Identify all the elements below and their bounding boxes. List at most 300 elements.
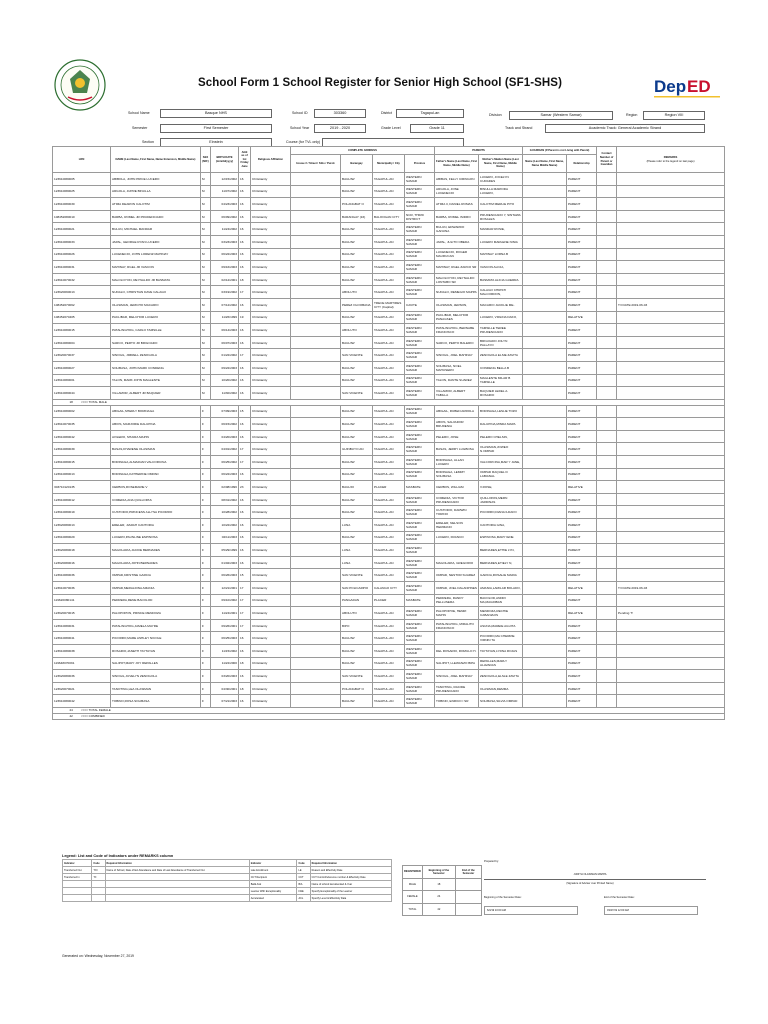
cell-contact <box>597 594 617 607</box>
cell-contact <box>597 311 617 324</box>
cell-birth: 03/19/2002 <box>211 286 239 299</box>
cell-gname <box>523 481 567 494</box>
male-learner-row <box>53 248 725 261</box>
cell-relat: PARENT <box>567 519 597 532</box>
cell-mun: BALOOGAN CITY <box>373 210 405 223</box>
cell-house <box>291 336 341 349</box>
cell-relat: RELATIVE <box>567 582 597 595</box>
section-field: Einstein <box>160 138 272 147</box>
cell-house <box>291 619 341 632</box>
legend-cell: CCT <box>297 874 310 881</box>
cell-age: 16 <box>239 298 251 311</box>
legend-cell: Reason and Effectivity Date <box>310 867 391 874</box>
cell-remarks <box>617 632 725 645</box>
cell-mun: CALANGO CITY <box>373 582 405 595</box>
cell-mun: PLACER <box>373 481 405 494</box>
cell-age: 16 <box>239 336 251 349</box>
school-id-label: School ID <box>292 111 308 115</box>
cell-father: SINOGIL, JOEL MAHINAY <box>435 349 479 362</box>
cell-lrn: 108452070405 <box>53 311 111 324</box>
cell-gname <box>523 173 567 186</box>
cell-prov: WESTERN SAMAR <box>405 173 435 186</box>
cell-mun: TAGAPUL-AN <box>373 657 405 670</box>
cell-mother: MACARIO JACKLIE ME.. <box>479 298 523 311</box>
legend-cell: CCT Recipient <box>249 874 297 881</box>
cell-contact <box>597 430 617 443</box>
cell-gname <box>523 682 567 695</box>
cell-lrn: 123610070035 <box>53 418 111 431</box>
cell-rel: Christianity <box>251 582 291 595</box>
cell-brgy: ABOLUTO <box>341 324 373 337</box>
cell-prov: WESTERN SAMAR <box>405 324 435 337</box>
male-learner-row <box>53 198 725 211</box>
cell-sex: F <box>201 405 211 418</box>
cell-sex: M <box>201 273 211 286</box>
cell-rel: Christianity <box>251 531 291 544</box>
cell-house <box>291 556 341 569</box>
cell-sex: F <box>201 632 211 645</box>
cell-brgy: BAGUIW <box>341 235 373 248</box>
cell-name: JAPAL, GEORGE RYAN LUCERO <box>111 235 201 248</box>
cell-relat: PARENT <box>567 405 597 418</box>
cell-house <box>291 670 341 683</box>
cell-house <box>291 387 341 400</box>
cell-age: 16 <box>239 235 251 248</box>
cell-gname <box>523 261 567 274</box>
cell-mother: BAQUIER LEDEL A. ROSARIO <box>479 387 523 400</box>
cell-birth: 06/22/2003 <box>211 248 239 261</box>
cell-age: 16 <box>239 173 251 186</box>
cell-relat: PARENT <box>567 443 597 456</box>
svg-text:Dep: Dep <box>654 77 687 96</box>
cell-mother: ESPINOSA,MARY IENE <box>479 531 523 544</box>
cell-house <box>291 443 341 456</box>
cell-contact <box>597 361 617 374</box>
cell-contact <box>597 405 617 418</box>
cell-father: PATALINGHOG, BERNABE FRANCISCO <box>435 324 479 337</box>
cell-brgy: LUNA <box>341 556 373 569</box>
cell-relat: RELATIVE <box>567 311 597 324</box>
cell-prov: WESTERN SAMAR <box>405 607 435 620</box>
cell-relat: PARENT <box>567 248 597 261</box>
cell-rel: Christianity <box>251 644 291 657</box>
cell-gname <box>523 607 567 620</box>
cell-name: TANOTING,LEA OLASIMAN <box>111 682 201 695</box>
cell-gname <box>523 210 567 223</box>
cell-birth: 10/22/2002 <box>211 519 239 532</box>
cell-name: PACLIBAR, MELCHOR LUCERO <box>111 311 201 324</box>
cell-relat: PARENT <box>567 198 597 211</box>
cell-gname <box>523 324 567 337</box>
legend-cell: CCT Control/reference number & Effectivity Date <box>310 874 391 881</box>
cell-mun: TAGAPUL-AN <box>373 361 405 374</box>
cell-prov: WESTERN SAMAR <box>405 531 435 544</box>
cell-mun: TAGAPUL-AN <box>373 387 405 400</box>
cell-age: 17 <box>239 443 251 456</box>
legend-header: Indicator <box>249 860 297 867</box>
cell-sex: M <box>201 185 211 198</box>
cell-rel: Christianity <box>251 173 291 186</box>
cell-mun: TAGAPUL-AN <box>373 324 405 337</box>
male-learner-row <box>53 286 725 299</box>
cell-prov: WESTERN SAMAR <box>405 405 435 418</box>
female-learner-row <box>53 443 725 456</box>
svg-text:ED: ED <box>687 77 711 96</box>
cell-prov: WESTERN SAMAR <box>405 198 435 211</box>
cell-brgy: BAGUIW <box>341 456 373 469</box>
cell-relat: PARENT <box>567 468 597 481</box>
cell-lrn: 123610080004 <box>53 336 111 349</box>
legend-cell: Balik Aral <box>249 881 297 888</box>
cell-mother: TAYTAYAN,LYDNA ROJAS <box>479 644 523 657</box>
cell-gname <box>523 544 567 557</box>
cell-remarks <box>617 235 725 248</box>
cell-sex: M <box>201 374 211 387</box>
cell-prov: MASBATE <box>405 594 435 607</box>
cell-rel: Christianity <box>251 682 291 695</box>
cell-birth: 11/24/2001 <box>211 607 239 620</box>
cell-relat: PARENT <box>567 456 597 469</box>
cell-brgy: BIPO <box>341 619 373 632</box>
cell-age: 17 <box>239 582 251 595</box>
cell-relat: PARENT <box>567 619 597 632</box>
cell-contact <box>597 506 617 519</box>
cell-prov: WESTERN SAMAR <box>405 519 435 532</box>
cell-contact <box>597 418 617 431</box>
cell-name: OMPAD,KRISTINE GARCIA <box>111 569 201 582</box>
cell-mother: CALAGO CHRISTI MALCORDON, <box>479 286 523 299</box>
cell-prov: WESTERN SAMAR <box>405 418 435 431</box>
cell-father: SARCO, PERTO BALERIO <box>435 336 479 349</box>
cell-contact <box>597 619 617 632</box>
cell-relat: PARENT <box>567 594 597 607</box>
cell-father: BORINAGA, ALLAN LUCERO <box>435 456 479 469</box>
cell-remarks <box>617 468 725 481</box>
legend-cell <box>105 881 249 888</box>
cell-prov: MASBATE <box>405 481 435 494</box>
region-label: Region <box>626 113 638 117</box>
grade-level-label: Grade Level <box>381 126 401 130</box>
cell-prov: WESTERN SAMAR <box>405 644 435 657</box>
cell-gname <box>523 443 567 456</box>
cell-mun: TAGAPUL-AN <box>373 443 405 456</box>
cell-brgy: BAGUIW <box>341 506 373 519</box>
cell-brgy: PEREZ OLOOBANA <box>341 298 373 311</box>
cell-sex: M <box>201 298 211 311</box>
cell-prov: WESTERN SAMAR <box>405 619 435 632</box>
cell-lrn: 123610080015 <box>53 324 111 337</box>
cell-name: OMPAD,MERALDINA AMANIA <box>111 582 201 595</box>
cell-birth: 09/16/2003 <box>211 261 239 274</box>
cell-house <box>291 456 341 469</box>
cell-rel: Christianity <box>251 248 291 261</box>
cell-house <box>291 235 341 248</box>
cell-mother: CALOTIM MERLIE PITO <box>479 198 523 211</box>
cell-father: LUCENECIO, ROGER MAURUCAN <box>435 248 479 261</box>
cell-mun: TAGAPUL-AN <box>373 456 405 469</box>
cell-sex: F <box>201 418 211 431</box>
cell-mun: TAGAPUL-AN <box>373 173 405 186</box>
cell-relat: PARENT <box>567 430 597 443</box>
cell-brgy: BAGUIW <box>341 374 373 387</box>
cell-lrn: 123620090013 <box>53 286 111 299</box>
cell-mun: TRECE MARTIRES CITY (Capital) <box>373 298 405 311</box>
cell-relat: PARENT <box>567 223 597 236</box>
male-learner-row <box>53 298 725 311</box>
cell-mun: TAGAPUL-AN <box>373 607 405 620</box>
count-cell: 24 <box>422 891 455 904</box>
cell-father: BASAS, JERRY LUGBOSA <box>435 443 479 456</box>
cell-prov: WESTERN SAMAR <box>405 468 435 481</box>
cell-contact <box>597 273 617 286</box>
cell-prov: WESTERN SAMAR <box>405 430 435 443</box>
cell-mother: LUCERO MARLENE NINIA <box>479 235 523 248</box>
cell-rel: Christianity <box>251 632 291 645</box>
cell-gname <box>523 519 567 532</box>
cell-sex: F <box>201 619 211 632</box>
cell-father: ARGOLA, JOSE LUCENECIO <box>435 185 479 198</box>
cell-lrn: 123610080002 <box>53 405 111 418</box>
cell-lrn: 123610080044 <box>53 387 111 400</box>
total-female-count: 24 <box>69 708 73 713</box>
cell-mother: OLASIMAN,DEMMA <box>479 682 523 695</box>
cell-rel: Christianity <box>251 506 291 519</box>
cell-relat: PARENT <box>567 336 597 349</box>
cell-brgy: BAGUIW <box>341 418 373 431</box>
bos-date-label: Beginning of the Semester Date: <box>484 896 522 899</box>
cell-mun: TAGAPUL-AN <box>373 405 405 418</box>
cell-relat: PARENT <box>567 261 597 274</box>
cell-sex: F <box>201 493 211 506</box>
cell-lrn: 119620080141 <box>53 594 111 607</box>
cell-house <box>291 374 341 387</box>
cell-father: OMPAD, NESTOR SUAREZ <box>435 569 479 582</box>
cell-mun: TAGAPUL-AN <box>373 670 405 683</box>
cell-name: BULUN, MICHAEL MANDAR <box>111 223 201 236</box>
cell-age: 16 <box>239 387 251 400</box>
cell-brgy: PANGADAN <box>341 594 373 607</box>
col-guardian-name: Name (Last Name, First Name, Name Middle Name) <box>523 155 567 173</box>
cell-brgy: SAN POLICARPIO <box>341 582 373 595</box>
legend-cell <box>63 888 92 895</box>
cell-mother: BRIGOADO JOLYN PALLAYO <box>479 336 523 349</box>
legend-header: Indicator <box>63 860 92 867</box>
cell-name: BARBA, ROMEL JR PRUDENCIADO <box>111 210 201 223</box>
cell-contact <box>597 456 617 469</box>
cell-birth: 11/26/1999 <box>211 311 239 324</box>
male-learner-row <box>53 273 725 286</box>
cell-house <box>291 682 341 695</box>
cell-lrn: 108452080010 <box>53 210 111 223</box>
cell-mun: TAGAPUL-AN <box>373 644 405 657</box>
count-header: Beginning of the Semester <box>422 866 455 879</box>
cell-lrn: 123620080013 <box>53 519 111 532</box>
cell-rel: Christianity <box>251 185 291 198</box>
cell-relat: PARENT <box>567 185 597 198</box>
cell-father: ATIMA II, DANIEL ROMAS <box>435 198 479 211</box>
cell-age: 17 <box>239 456 251 469</box>
cell-rel: Christianity <box>251 569 291 582</box>
cell-relat: PARENT <box>567 544 597 557</box>
cell-birth: 01/02/2003 <box>211 556 239 569</box>
cell-brgy: SAN VICENTE <box>341 387 373 400</box>
col-parents: PARENTS <box>435 147 523 155</box>
eos-date-label: End of the Semester Date: <box>604 896 635 899</box>
col-contact: Contact Number of Parent or Guardian <box>597 147 617 173</box>
cell-name: LUCENECIO, JOHN LORENZ MAHINAY <box>111 248 201 261</box>
cell-relat: PARENT <box>567 493 597 506</box>
cell-brgy: ABOLUTO <box>341 607 373 620</box>
cell-lrn: 123620080036 <box>53 670 111 683</box>
cell-brgy: LUNA <box>341 519 373 532</box>
cell-lrn: 123610080005 <box>53 173 111 186</box>
cell-brgy: SAN VICENTE <box>341 569 373 582</box>
cell-mun: TAGAPUL-AN <box>373 273 405 286</box>
count-cell: 42 <box>422 903 455 916</box>
cell-mun: TAGAPUL-AN <box>373 198 405 211</box>
cell-rel: Christianity <box>251 336 291 349</box>
cell-brgy: BAGUIW <box>341 311 373 324</box>
cell-birth: 03/20/2003 <box>211 670 239 683</box>
cell-prov: WESTERN SAMAR <box>405 261 435 274</box>
cell-father: TOBINO, ENRICO I SR <box>435 695 479 708</box>
count-cell <box>455 903 481 916</box>
cell-father: OMPAD, JOEL DALANPINES <box>435 582 479 595</box>
cell-house <box>291 430 341 443</box>
cell-sex: F <box>201 506 211 519</box>
female-learner-row <box>53 607 725 620</box>
cell-age: 18 <box>239 682 251 695</box>
count-header: End of the Semester <box>455 866 481 879</box>
cell-lrn: 123610080027 <box>53 361 111 374</box>
col-address: COMPLETE ADDRESS <box>291 147 435 155</box>
female-learner-row <box>53 569 725 582</box>
cell-gname <box>523 594 567 607</box>
legend-cell <box>92 881 105 888</box>
cell-mother: LUCERO, VIRLINA DAKO, <box>479 311 523 324</box>
col-guardian: GUARDIAN (If Parent is not Living with Parent) <box>523 147 597 155</box>
cell-age: 15 <box>239 569 251 582</box>
legend-header: Code <box>92 860 105 867</box>
cell-sex: M <box>201 324 211 337</box>
cell-name: PALOPOPON, PRINCE MENDOZA <box>111 607 201 620</box>
legend-cell <box>63 881 92 888</box>
cell-lrn: 123610080030 <box>53 198 111 211</box>
cell-gname <box>523 582 567 595</box>
legend-header: Required Information <box>105 860 249 867</box>
cell-gname <box>523 644 567 657</box>
cell-rel: Christianity <box>251 430 291 443</box>
cell-brgy: BAGUIW <box>341 468 373 481</box>
cell-prov: WESTERN SAMAR <box>405 695 435 708</box>
male-learner-row <box>53 261 725 274</box>
cell-father: JAPAL, JULITO OBEDA <box>435 235 479 248</box>
cell-birth: 06/25/2003 <box>211 632 239 645</box>
cell-birth: 08/31/2002 <box>211 493 239 506</box>
cell-relat: RELATIVE <box>567 607 597 620</box>
cell-age: 16 <box>239 223 251 236</box>
cell-sex: M <box>201 361 211 374</box>
cell-rel: Christianity <box>251 619 291 632</box>
legend-cell: Accelerated <box>249 895 297 902</box>
cell-relat: PARENT <box>567 695 597 708</box>
cell-relat: PARENT <box>567 361 597 374</box>
cell-name: COMEDIA,ANA QUILLOPAS <box>111 493 201 506</box>
col-mother: Mother's Maiden Name (Last Name, First Name, Middle Name) <box>479 155 523 173</box>
cell-brgy: BAGUIW <box>341 531 373 544</box>
cell-age: 16 <box>239 361 251 374</box>
cell-rel: Christianity <box>251 273 291 286</box>
cell-lrn: 303710120135 <box>53 481 111 494</box>
cell-lrn: 123620080016 <box>53 556 111 569</box>
cell-mun: TAGAPUL-AN <box>373 223 405 236</box>
cell-mother: ZENOGOLA,ELSLE ZAVITA <box>479 670 523 683</box>
cell-brgy: BAGUIW <box>341 273 373 286</box>
cell-sex: F <box>201 695 211 708</box>
cell-contact <box>597 286 617 299</box>
cell-gname <box>523 619 567 632</box>
cell-father: PACLIBAR, MELCHOR PANAGSES <box>435 311 479 324</box>
cell-prov: WESTERN SAMAR <box>405 248 435 261</box>
cell-relat: PARENT <box>567 273 597 286</box>
cell-house <box>291 657 341 670</box>
cell-age: 16 <box>239 493 251 506</box>
cell-relat: PARENT <box>567 682 597 695</box>
cell-father: COMEDIA, VICTOR PRUDENCIADO <box>435 493 479 506</box>
cell-relat: PARENT <box>567 235 597 248</box>
cell-mun: TAGAPUL-AN <box>373 430 405 443</box>
cell-name: VILLAMOR, ALBERT JR BAQUIER <box>111 387 201 400</box>
cell-house <box>291 607 341 620</box>
cell-sex: M <box>201 223 211 236</box>
cell-father <box>435 544 479 557</box>
cell-sex: M <box>201 349 211 362</box>
eos-date-field: 03/27/19 12:00 AM <box>604 906 698 915</box>
cell-birth: 04/01/2002 <box>211 443 239 456</box>
cell-gname <box>523 286 567 299</box>
cell-rel: Christianity <box>251 418 291 431</box>
cell-rel: Christianity <box>251 324 291 337</box>
cell-lrn: 123610080042 <box>53 430 111 443</box>
cell-rel: Christianity <box>251 468 291 481</box>
female-learner-row <box>53 493 725 506</box>
cell-relat: PARENT <box>567 506 597 519</box>
female-learner-row <box>53 657 725 670</box>
cell-gname <box>523 506 567 519</box>
cell-sex: F <box>201 531 211 544</box>
cell-contact <box>597 223 617 236</box>
cell-relat: PARENT <box>567 670 597 683</box>
cell-name: ARGOLA, JUPRE BINULLA <box>111 185 201 198</box>
cell-remarks: T/I DATE:2019-06-03 <box>617 298 725 311</box>
cell-mother: MAGLENTE MILAR B TAMSILLE <box>479 374 523 387</box>
cell-age: 16 <box>239 644 251 657</box>
cell-prov: WESTERN SAMAR <box>405 544 435 557</box>
adviser-signature-line <box>484 879 706 880</box>
cell-contact <box>597 248 617 261</box>
cell-rel: Christianity <box>251 210 291 223</box>
col-religion: Religious Affiliation <box>251 147 291 173</box>
cell-house <box>291 286 341 299</box>
cell-lrn: 123610080012 <box>53 493 111 506</box>
cell-name: ATIMA DEARON CALOTIM <box>111 198 201 211</box>
cell-rel: Christianity <box>251 286 291 299</box>
total-female-label: <=== TOTAL FEMALE <box>80 708 111 713</box>
cell-gname <box>523 468 567 481</box>
cell-birth: 02/11/2003 <box>211 531 239 544</box>
combined-row <box>53 713 725 719</box>
cell-remarks <box>617 531 725 544</box>
